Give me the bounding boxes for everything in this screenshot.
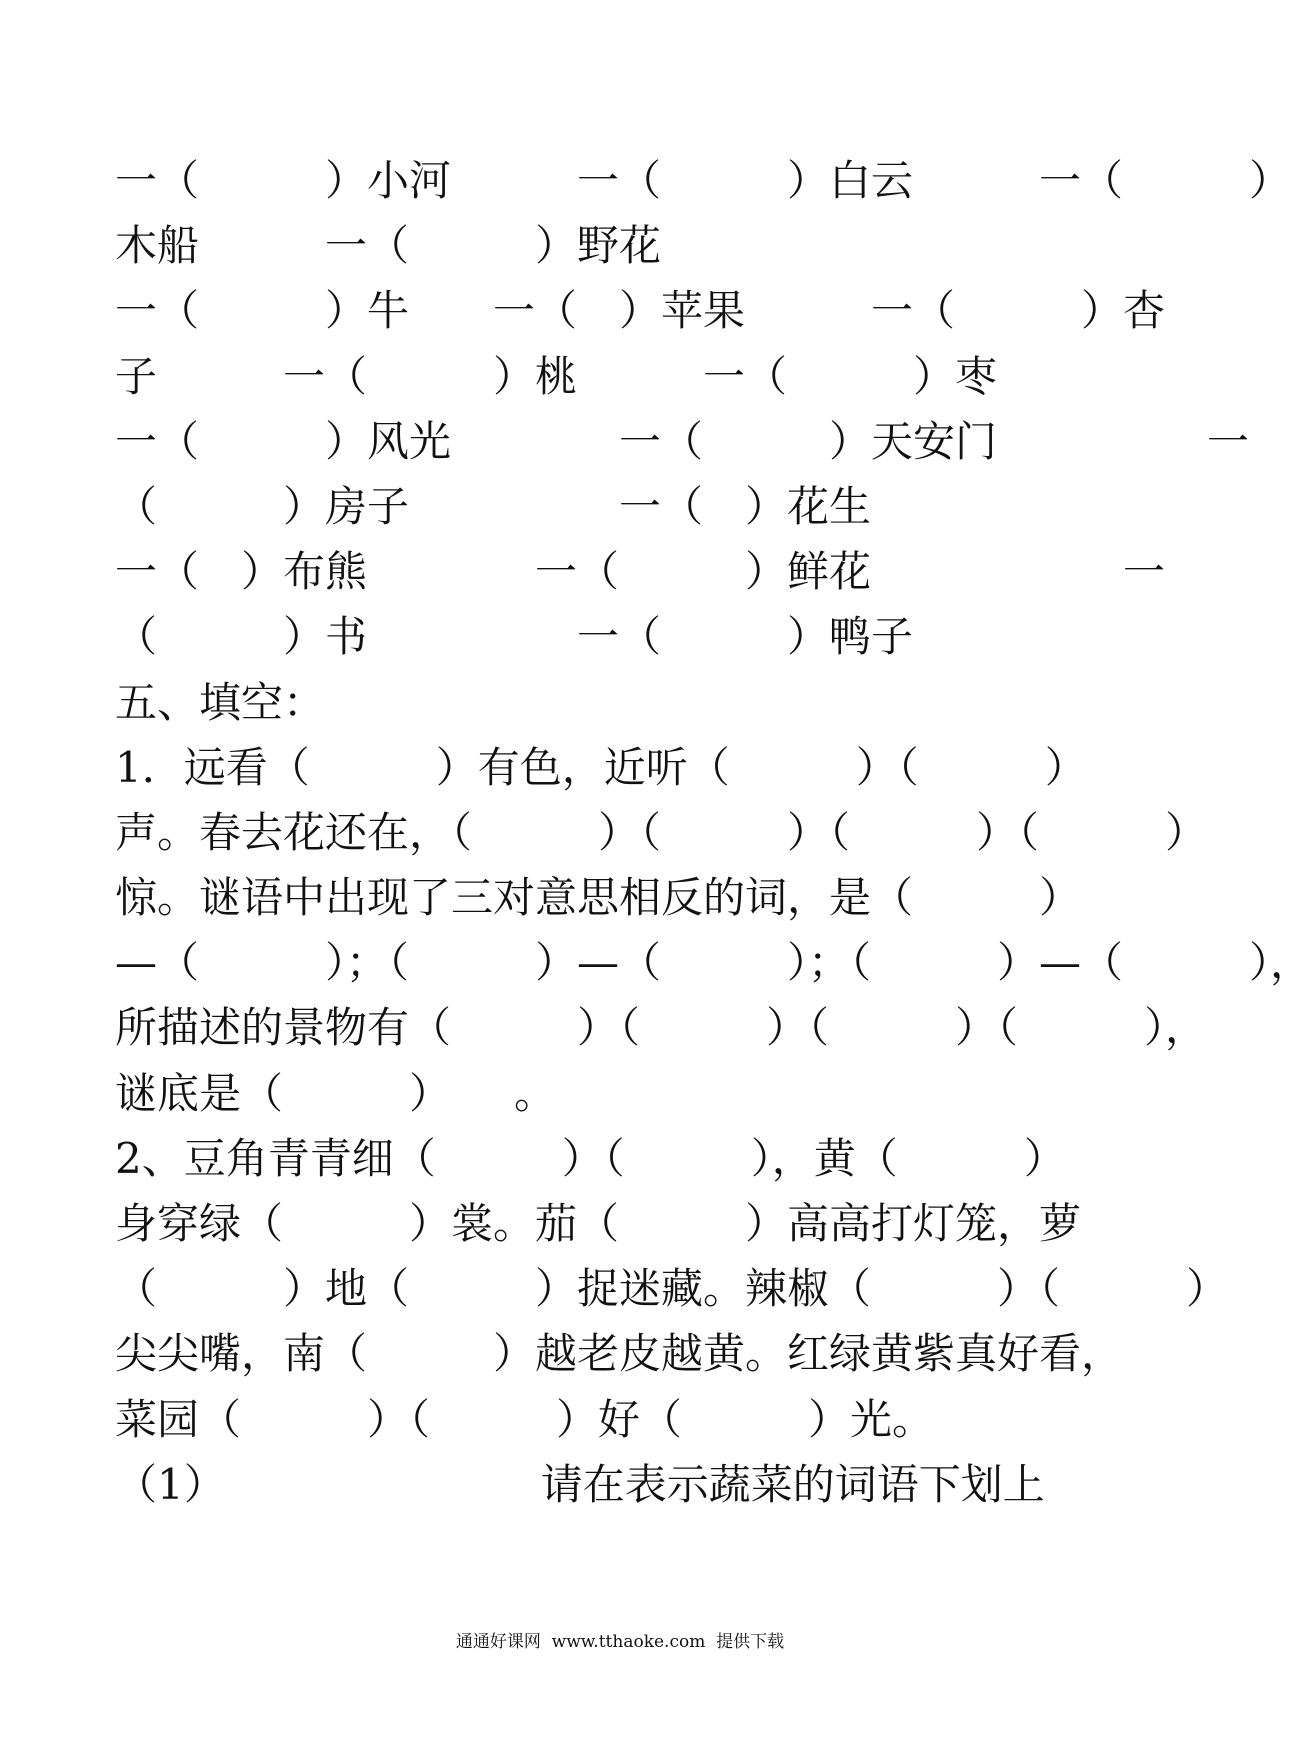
- measure-word-row-2b: 子 一（ ）桃 一（ ）枣: [115, 351, 998, 401]
- question-2-line-1: 2、豆角青青细（ ）（ ），黄（ ）: [115, 1133, 1066, 1183]
- measure-word-row-4b: （ ）书 一（ ）鸭子: [115, 612, 914, 662]
- question-1-line-3: 惊。谜语中出现了三对意思相反的词，是（ ）: [115, 873, 1082, 923]
- question-2-line-2: 身穿绿（ ）裳。茄（ ）高高打灯笼，萝: [115, 1199, 1082, 1248]
- question-1-line-4: —（ ）；（ ）—（ ）；（ ）—（ ），: [115, 938, 1312, 988]
- document-body: [115, 148, 1312, 1517]
- question-2-line-5: 菜园（ ）（ ）好（ ）光。: [115, 1394, 935, 1444]
- question-2-line-4: 尖尖嘴，南（ ）越老皮越黄。红绿黄紫真好看，: [115, 1329, 1124, 1379]
- measure-word-row-1b: 木船 一（ ）野花: [115, 221, 662, 271]
- question-2-line-3: （ ）地（ ）捉迷藏。辣椒（ ）（ ）: [115, 1264, 1229, 1314]
- question-1-line-2: 声。春去花还在，（ ）（ ）（ ）（ ）: [115, 807, 1208, 857]
- question-1-line-1: 1．远看（ ）有色，近听（ ）（ ）: [115, 742, 1087, 792]
- page-footer: 通通好课网 www.tthaoke.com 提供下载: [455, 1632, 785, 1652]
- question-1-line-6: 谜底是（ ） 。: [115, 1068, 557, 1118]
- measure-word-row-3a: 一（ ）风光 一（ ）天安门 一: [115, 416, 1250, 466]
- measure-word-row-2a: 一（ ）牛 一（ ）苹果 一（ ）杏: [115, 286, 1166, 336]
- measure-word-row-1a: 一（ ）小河 一（ ）白云 一（ ）: [115, 156, 1292, 205]
- question-1-line-5: 所描述的景物有（ ）（ ）（ ）（ ），: [115, 1003, 1208, 1053]
- section-heading: 五、填空：: [115, 677, 326, 727]
- question-2-subitem-1: （1） 请在表示蔬菜的词语下划上: [115, 1459, 1045, 1509]
- measure-word-row-4a: 一（ ）布熊 一（ ）鲜花 一: [115, 547, 1166, 597]
- measure-word-row-3b: （ ）房子 一（ ）花生: [115, 481, 872, 531]
